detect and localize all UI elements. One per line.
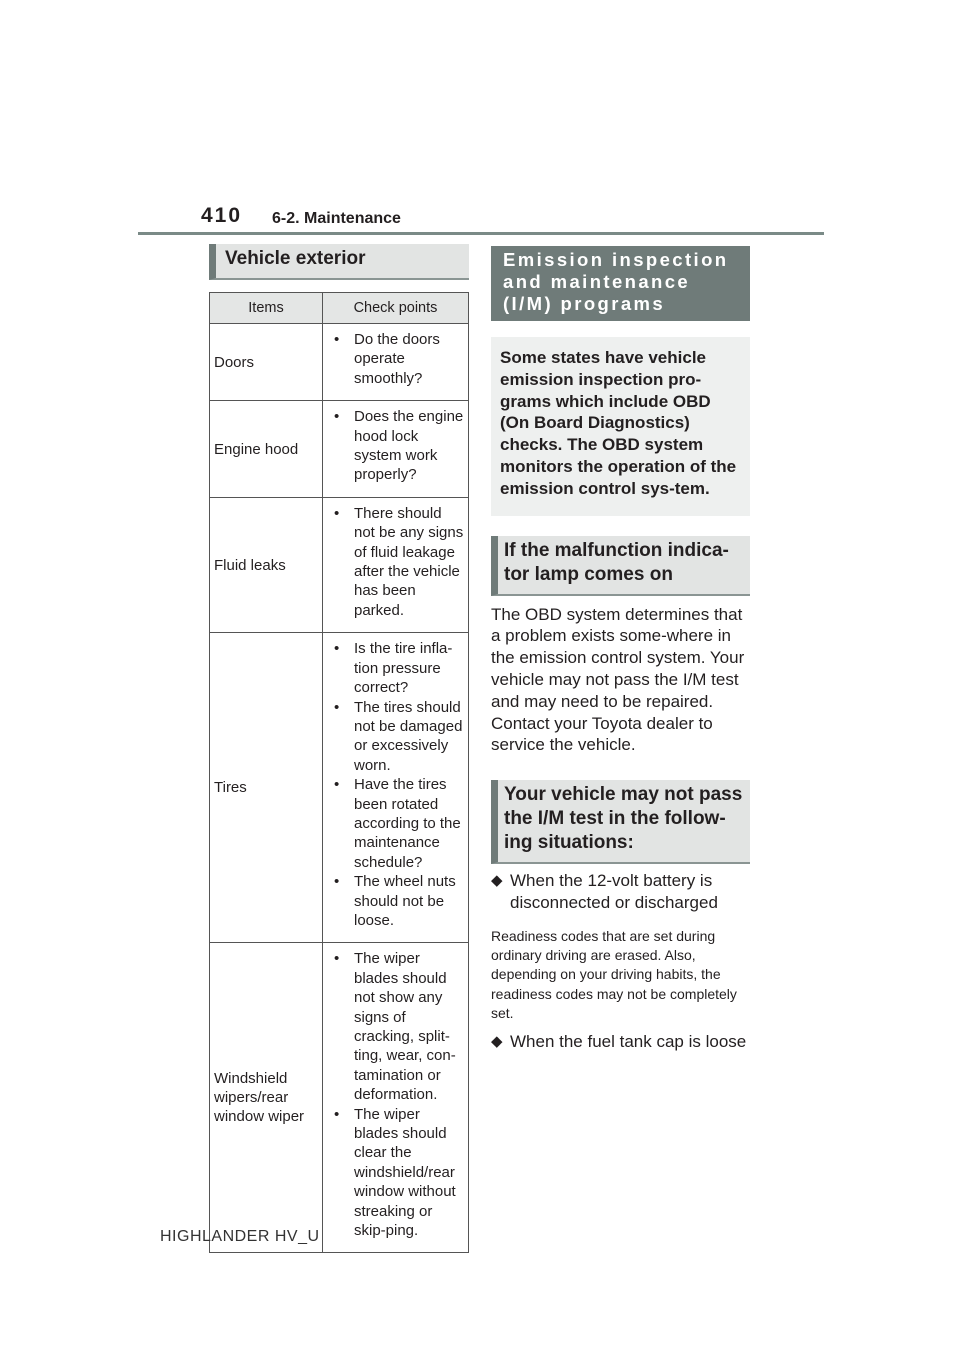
- header-divider: [138, 232, 824, 235]
- check-points-table: [209, 292, 469, 1253]
- column-header-check-points: Check points: [323, 293, 469, 324]
- check-point: • The wheel nuts should not be loose.: [327, 872, 466, 930]
- vehicle-exterior-section: [209, 244, 469, 1253]
- check-point: • Do the doors operate smoothly?: [327, 330, 466, 388]
- row-item: Doors: [210, 324, 323, 401]
- table-header-row: [210, 293, 469, 324]
- check-point: • The wiper blades should not show any signs of cracking, split-ting, wear, con-tamination or deformation.: [327, 949, 466, 1104]
- section-title: 6-2. Maintenance: [272, 210, 401, 227]
- row-check-points: [323, 497, 469, 632]
- row-item: Windshield wipers/rear window wiper: [210, 943, 323, 1253]
- column-header-items: Items: [210, 293, 323, 324]
- table-row: [210, 633, 469, 943]
- table-row: [210, 497, 469, 632]
- footer-model-name: HIGHLANDER HV_U: [160, 1228, 320, 1245]
- row-check-points: [323, 633, 469, 943]
- row-check-points: [323, 324, 469, 401]
- check-point: • The wiper blades should clear the windshield/rear window without streaking or skip-ping.: [327, 1105, 466, 1241]
- readiness-codes-note: Readiness codes that are set during ordinary driving are erased. Also, depending on your driving habits, the readiness codes may not be completely set.: [491, 927, 737, 1021]
- check-point: • Have the tires been rotated according to the maintenance schedule?: [327, 775, 466, 872]
- row-check-points: [323, 401, 469, 498]
- malfunction-lamp-heading: If the malfunction indica-tor lamp comes on: [491, 536, 750, 596]
- row-item: Fluid leaks: [210, 497, 323, 632]
- table-row: [210, 943, 469, 1253]
- page-number: 410: [201, 204, 243, 227]
- check-point: • The tires should not be damaged or excessively worn.: [327, 698, 466, 776]
- list-item: [491, 870, 750, 914]
- table-row: [210, 324, 469, 401]
- row-item: Engine hood: [210, 401, 323, 498]
- check-point: • Does the engine hood lock system work properly?: [327, 407, 466, 485]
- emission-section: [491, 246, 750, 1053]
- row-check-points: [323, 943, 469, 1253]
- im-test-situations-heading: Your vehicle may not pass the I/M test in the follow-ing situations:: [491, 780, 750, 864]
- check-point: • There should not be any signs of fluid leakage after the vehicle has been parked.: [327, 504, 466, 620]
- emission-intro-box: Some states have vehicle emission inspection pro-grams which include OBD (On Board Diagnostics) checks. The OBD system monitors the operation of the emission control sys-tem.: [491, 337, 750, 516]
- vehicle-exterior-heading: Vehicle exterior: [209, 244, 469, 280]
- list-item-text: When the 12-volt battery is disconnected or discharged: [510, 871, 718, 912]
- list-item: [491, 1031, 750, 1053]
- diamond-bullet-icon: ◆: [491, 1033, 503, 1051]
- row-item: Tires: [210, 633, 323, 943]
- malfunction-lamp-text: The OBD system determines that a problem exists some-where in the emission control system. Your vehicle may not pass the I/M test and may need to be repaired. Contact your Toyota dealer to service the vehicle.: [491, 604, 745, 755]
- list-item-text: When the fuel tank cap is loose: [510, 1032, 747, 1052]
- check-point: • Is the tire infla-tion pressure correct?: [327, 639, 466, 697]
- emission-inspection-heading: Emission inspection and maintenance (I/M) programs: [491, 246, 750, 321]
- table-row: [210, 401, 469, 498]
- diamond-bullet-icon: ◆: [491, 872, 503, 890]
